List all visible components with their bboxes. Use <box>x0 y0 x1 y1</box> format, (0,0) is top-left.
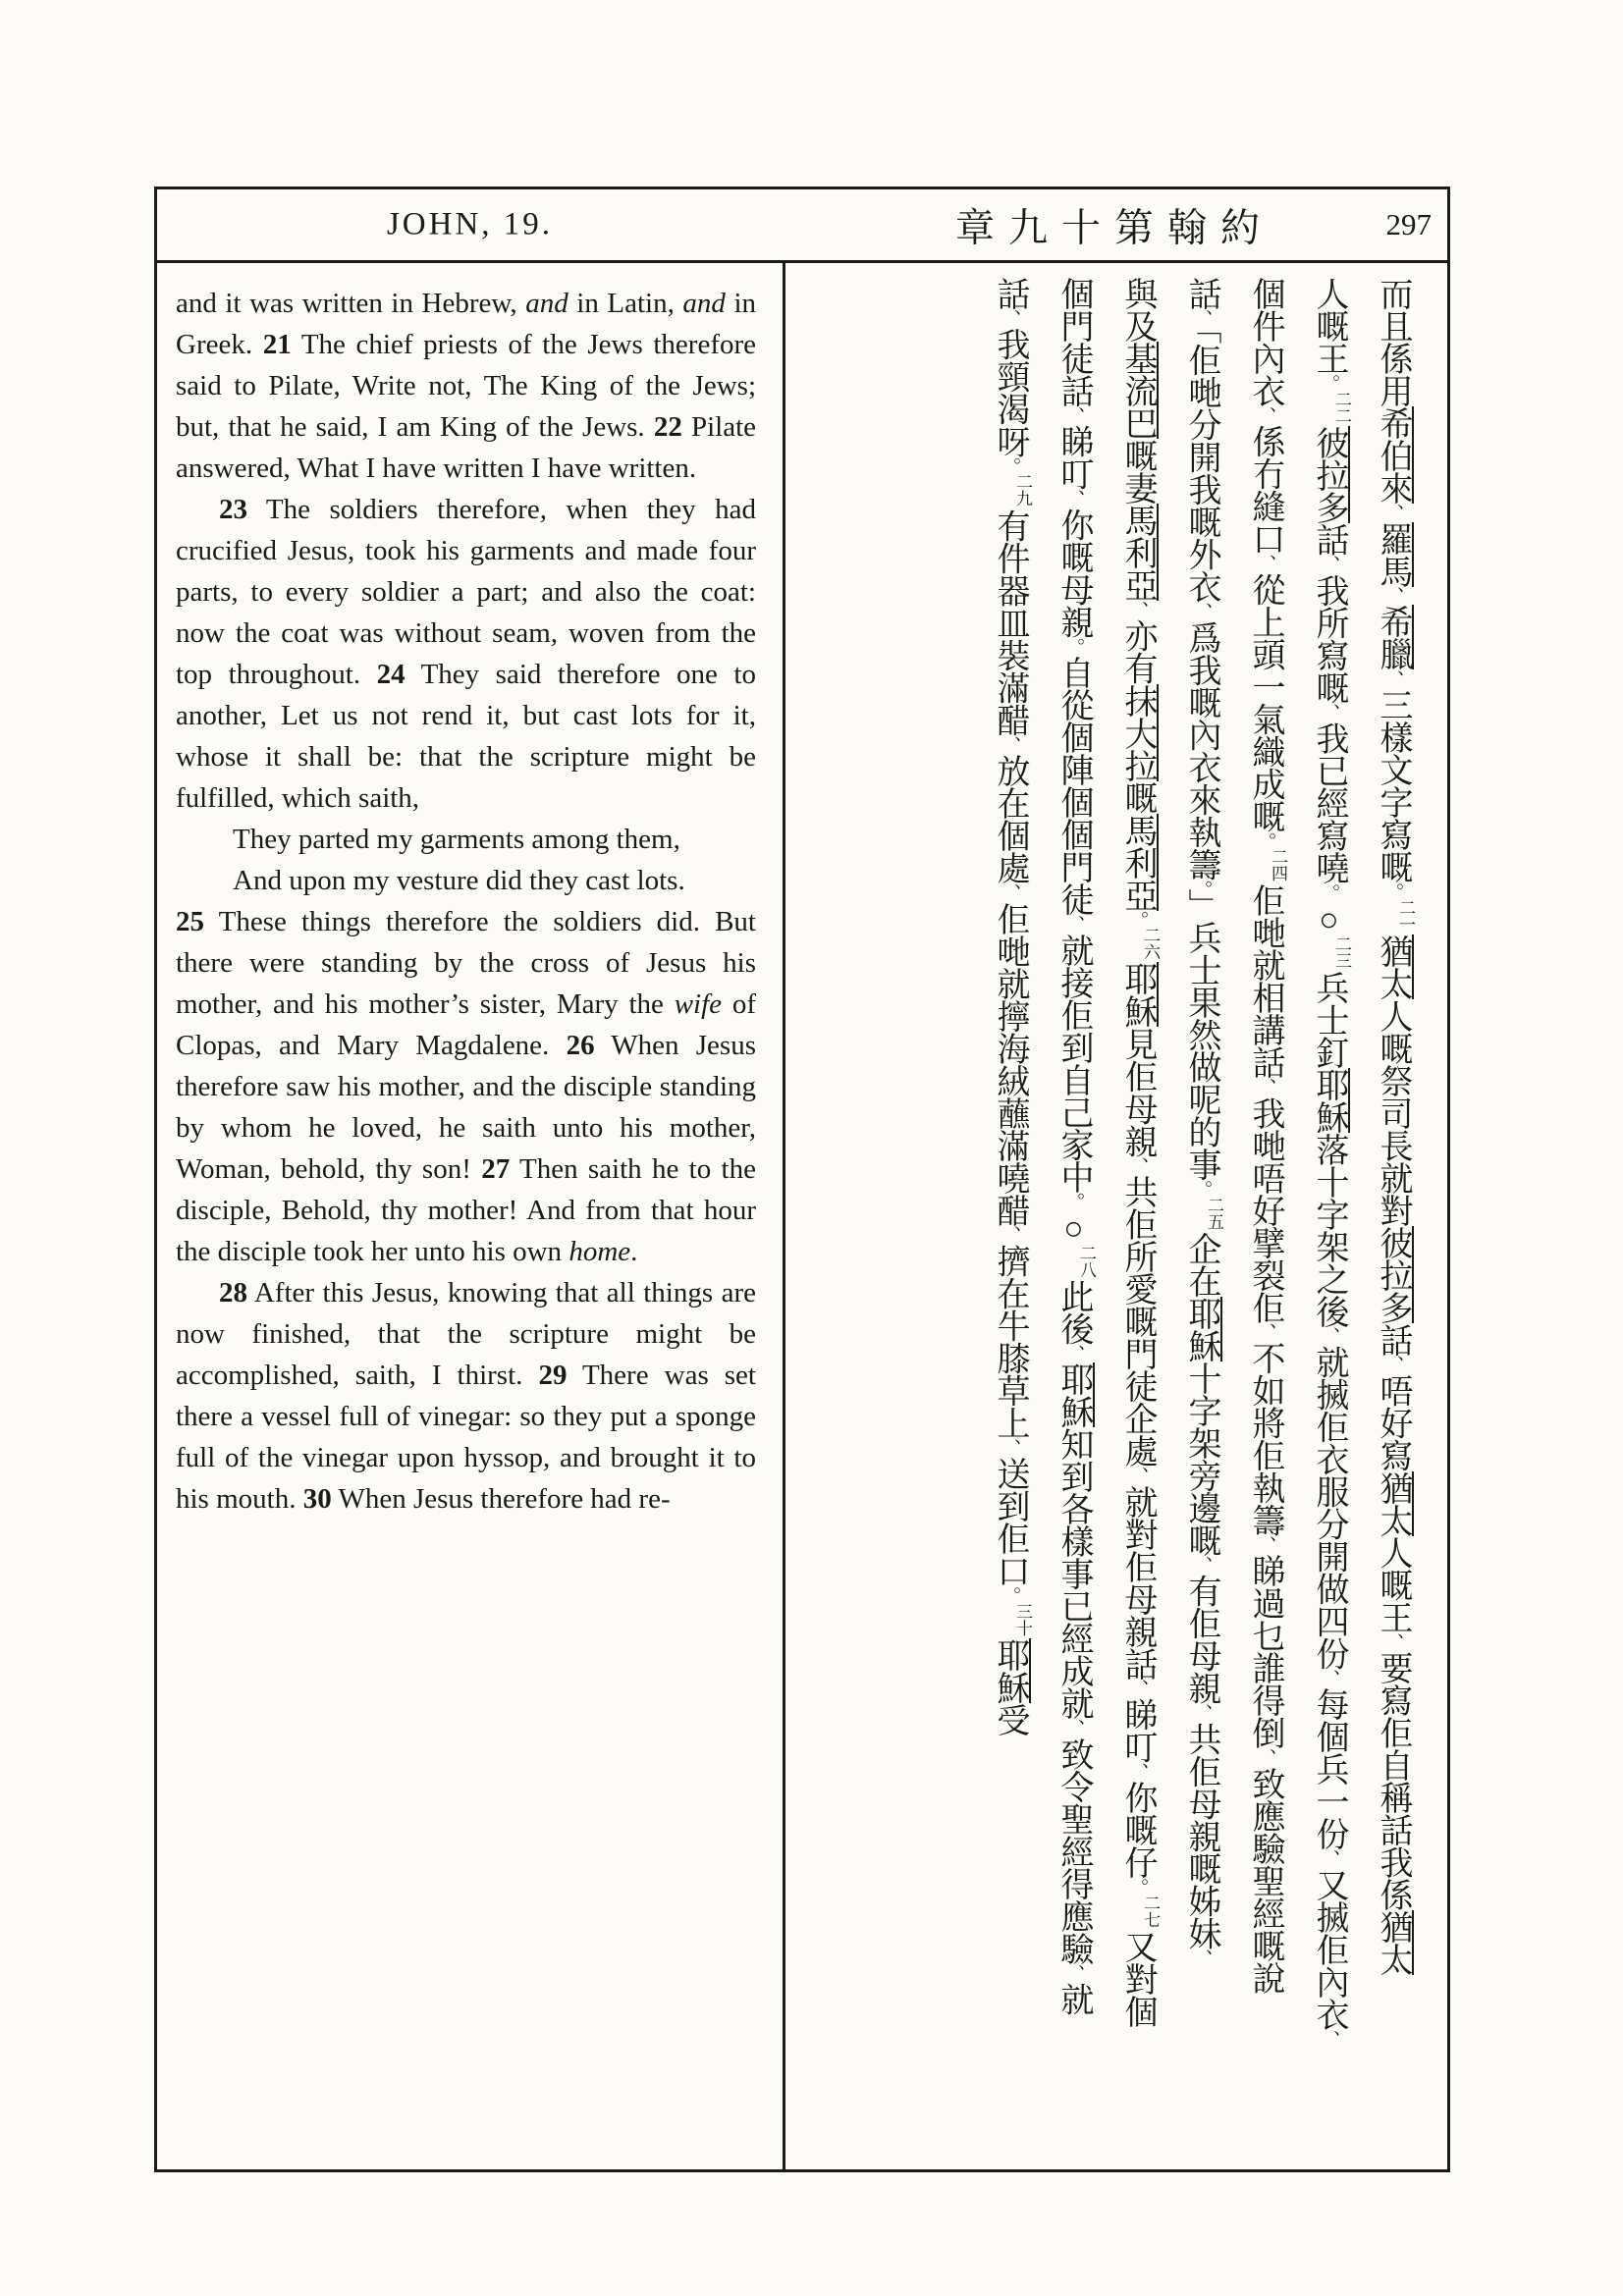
body-text: The chief priests of the Jews therefore said to Pilate, Write not, The King of the Jews; but, that he said, I am King of the Jews. <box>176 329 756 443</box>
body-text: After this Jesus, knowing that all things are now finished, that the scripture might be accomplished, saith, I thirst. <box>176 1277 756 1391</box>
punctuation: 。 <box>1318 374 1339 393</box>
punctuation: 。 <box>1318 883 1339 902</box>
punctuation: 、 <box>1190 1949 1212 1968</box>
punctuation: 、 <box>1318 2030 1339 2049</box>
verse-number: 二七 <box>1141 1895 1160 1929</box>
chinese-column: 個件內衣、係冇縫口、從上頭一氣織成嘅。二四佢哋就相講話、我哋唔好擘裂佢、不如將佢執籌、睇過乜誰得倒、致應驗聖經嘅說 <box>1247 277 1287 1995</box>
verse-number: 24 <box>376 659 406 690</box>
punctuation: 、 <box>1062 915 1084 934</box>
page-header <box>157 189 1447 263</box>
verse-number: 21 <box>262 329 292 360</box>
punctuation: 、 <box>999 309 1020 328</box>
body-text: in Latin, <box>568 288 683 319</box>
punctuation: 、 <box>1062 1719 1084 1738</box>
poetry-line: They parted my garments among them, <box>233 824 680 855</box>
body-text: Then saith he to the disciple, Behold, thy mother! And from that hour the disciple took her unto his own <box>176 1153 756 1267</box>
verse-number: 26 <box>566 1030 595 1061</box>
punctuation: 、 <box>1126 1467 1148 1485</box>
punctuation: 、 <box>999 883 1020 902</box>
punctuation: 、 <box>1126 1156 1148 1176</box>
body-text: When Jesus therefore saw his mother, and the disciple standing by whom he loved, he saith unto his mother, Woman, behold, thy son! <box>176 1030 756 1185</box>
punctuation: 、 <box>1381 669 1403 689</box>
english-text-column <box>157 263 785 2169</box>
punctuation: 、 <box>1254 406 1275 425</box>
verse-number: 30 <box>302 1483 332 1515</box>
proper-noun: 馬利亞 <box>1119 504 1159 601</box>
italic-text: wife <box>674 988 723 1020</box>
punctuation: 。 <box>1062 637 1084 657</box>
proper-noun: 耶穌 <box>1311 1068 1350 1133</box>
italic-text: home <box>568 1236 631 1267</box>
english-paragraph <box>176 1272 756 1520</box>
body-text: They said therefore one to another, Let us not rend it, but cast lots for it, whose it shall be: that the scripture might be fulfilled, which saith, <box>176 659 756 814</box>
proper-noun: 希伯來 <box>1375 406 1414 504</box>
verse-number: 二二 <box>1332 390 1351 424</box>
punctuation: 、 <box>1254 1535 1275 1555</box>
proper-noun: 彼拉多 <box>1375 1226 1414 1323</box>
chinese-column: 個門徒話、睇叮、你嘅母親。自從個陣個個門徒、就接佢到自己家中。○二八此後、耶穌知到各樣事已經成就、致令聖經得應驗、就 <box>1055 277 1096 2015</box>
punctuation: 。 <box>999 456 1020 476</box>
chinese-column: 人嘅王。二二彼拉多話、我所寫嘅、我已經寫嘵。○二三兵士釘耶穌落十字架之後、就搣佢衣服分開做四份、每個兵一份、又搣佢內衣、 <box>1311 277 1351 2049</box>
punctuation: 。 <box>1381 882 1403 901</box>
punctuation: 、 <box>1381 504 1403 522</box>
punctuation: 、 <box>1381 1632 1403 1652</box>
proper-noun: 猶太 <box>1375 1471 1414 1536</box>
punctuation: 、 <box>1254 1322 1275 1342</box>
chinese-column: 而且係用希伯來、羅馬、希臘、三樣文字寫嘅。二一猶太人嘅祭司長就對彼拉多話、唔好寫猶太人嘅王、要寫佢自稱話我係猶太 <box>1375 277 1415 1976</box>
page-frame <box>154 187 1450 2172</box>
punctuation: 、 <box>1318 1669 1339 1688</box>
punctuation: 、 <box>1126 1762 1148 1782</box>
punctuation: 、 <box>1318 1849 1339 1869</box>
punctuation: 、 <box>1254 554 1275 573</box>
proper-noun: 耶穌 <box>1055 1362 1095 1427</box>
punctuation: 、 <box>1318 555 1339 574</box>
page-number: 297 <box>1385 207 1432 241</box>
verse-number: 28 <box>219 1277 247 1308</box>
english-paragraph <box>176 489 756 819</box>
proper-noun: 猶太 <box>1375 1910 1414 1975</box>
punctuation: 、 <box>1126 601 1148 619</box>
page-body <box>157 263 1447 2169</box>
proper-noun: 基流巴 <box>1119 342 1159 439</box>
verse-number: 二一 <box>1396 898 1415 933</box>
poetry-block <box>176 819 756 901</box>
english-paragraph <box>176 901 756 1272</box>
punctuation: 。 <box>1190 880 1212 889</box>
punctuation: 、 <box>999 735 1020 755</box>
body-text: Pilate answered, What I have written I have written. <box>176 411 757 484</box>
body-text: These things therefore the soldiers did. But there were standing by the cross of Jesus his mother, and his mother’s sister, Mary the <box>176 906 756 1020</box>
verse-number: 22 <box>653 411 682 443</box>
punctuation: 、 <box>1062 1344 1084 1363</box>
punctuation: 、 <box>1190 1703 1212 1723</box>
punctuation: 、 <box>1062 406 1084 425</box>
verse-number: 25 <box>176 906 204 937</box>
english-paragraph <box>176 283 756 489</box>
poetry-line: And upon my vesture did they cast lots. <box>233 865 685 896</box>
chinese-column: 話、我頸渴呀。二九有件器皿裝滿醋、放在個處、佢哋就擰海絨蘸滿嘵醋、擠在牛膝草上、送到佢口。三十耶穌受 <box>992 277 1032 1736</box>
punctuation: 、 <box>1062 1964 1084 1983</box>
punctuation: 、 <box>1126 1679 1148 1698</box>
proper-noun: 希臘 <box>1375 605 1414 669</box>
punctuation: 、 <box>1190 602 1212 621</box>
verse-number: 二三 <box>1332 934 1351 969</box>
header-title-chinese: 章九十第翰約 <box>955 205 1273 250</box>
header-title-english: JOHN, 19. <box>386 206 554 242</box>
punctuation: 、 <box>1190 1556 1212 1575</box>
punctuation: 、 <box>999 1438 1020 1458</box>
verse-number: 二四 <box>1269 848 1287 882</box>
body-text: and it was written in Hebrew, <box>176 288 526 319</box>
punctuation: 、 <box>1381 1355 1403 1374</box>
punctuation: 、 <box>1318 703 1339 722</box>
verse-number: 二九 <box>1013 473 1032 507</box>
punctuation: 、 <box>1062 489 1084 508</box>
italic-text: and <box>525 288 568 319</box>
verse-number: 三十 <box>1013 1603 1032 1637</box>
proper-noun: 耶穌 <box>1183 1297 1222 1362</box>
body-text: The soldiers therefore, when they had crucified Jesus, took his garments and made four parts, to every soldier a part; and also the coat: now the coat was without seam, woven from the top throughout. <box>176 494 756 690</box>
proper-noun: 猶太 <box>1375 934 1414 999</box>
proper-noun: 耶穌 <box>1119 962 1159 1027</box>
proper-noun: 羅馬 <box>1375 522 1414 587</box>
proper-noun: 抹大拉 <box>1119 684 1159 781</box>
chinese-column: 話、「佢哋分開我嘅外衣、爲我嘅內衣來執籌。」兵士果然做呢的事。二五企在耶穌十字架旁邊嘅、有佢母親、共佢母親嘅姊妹、 <box>1183 277 1223 1968</box>
punctuation: 、 <box>1254 1078 1275 1096</box>
body-text: When Jesus therefore had re- <box>331 1483 671 1515</box>
verse-number: 二五 <box>1205 1197 1223 1231</box>
proper-noun: 馬利亞 <box>1119 814 1159 911</box>
punctuation: 、 <box>999 1225 1020 1245</box>
body-text: in Greek. <box>176 288 756 360</box>
chinese-text-area <box>785 263 1447 2169</box>
punctuation: 。 <box>999 1586 1020 1606</box>
proper-noun: 彼拉多 <box>1311 426 1350 523</box>
punctuation: 、 <box>1318 1326 1339 1346</box>
punctuation: 。 <box>1190 1180 1212 1200</box>
punctuation: 、 <box>1381 586 1403 606</box>
body-text: . <box>630 1236 638 1267</box>
body-text: There was set there a vessel full of vinegar: so they put a sponge full of the vinegar upon hyssop, and brought it to his mouth. <box>176 1360 756 1515</box>
punctuation: 。 <box>1126 1878 1148 1897</box>
punctuation: 。 <box>1126 910 1148 930</box>
verse-number: 23 <box>219 494 247 525</box>
italic-text: and <box>682 288 726 319</box>
punctuation: 、 <box>1190 309 1212 328</box>
proper-noun: 耶穌 <box>992 1638 1031 1703</box>
punctuation: 。 <box>1062 1192 1084 1211</box>
verse-number: 27 <box>481 1153 511 1185</box>
verse-number: 二六 <box>1141 927 1160 961</box>
punctuation: 。 <box>1254 831 1275 851</box>
verse-number: 二八 <box>1077 1244 1096 1278</box>
chinese-column: 與及基流巴嘅妻馬利亞、亦有抹大拉嘅馬利亞。二六耶穌見佢母親、共佢所愛嘅門徒企處、就對佢母親話、睇叮、你嘅仔。二七又對個 <box>1119 277 1160 2028</box>
punctuation: 、 <box>1254 1748 1275 1768</box>
verse-number: 29 <box>538 1360 568 1391</box>
body-text: of Clopas, and Mary Magdalene. <box>176 988 756 1061</box>
